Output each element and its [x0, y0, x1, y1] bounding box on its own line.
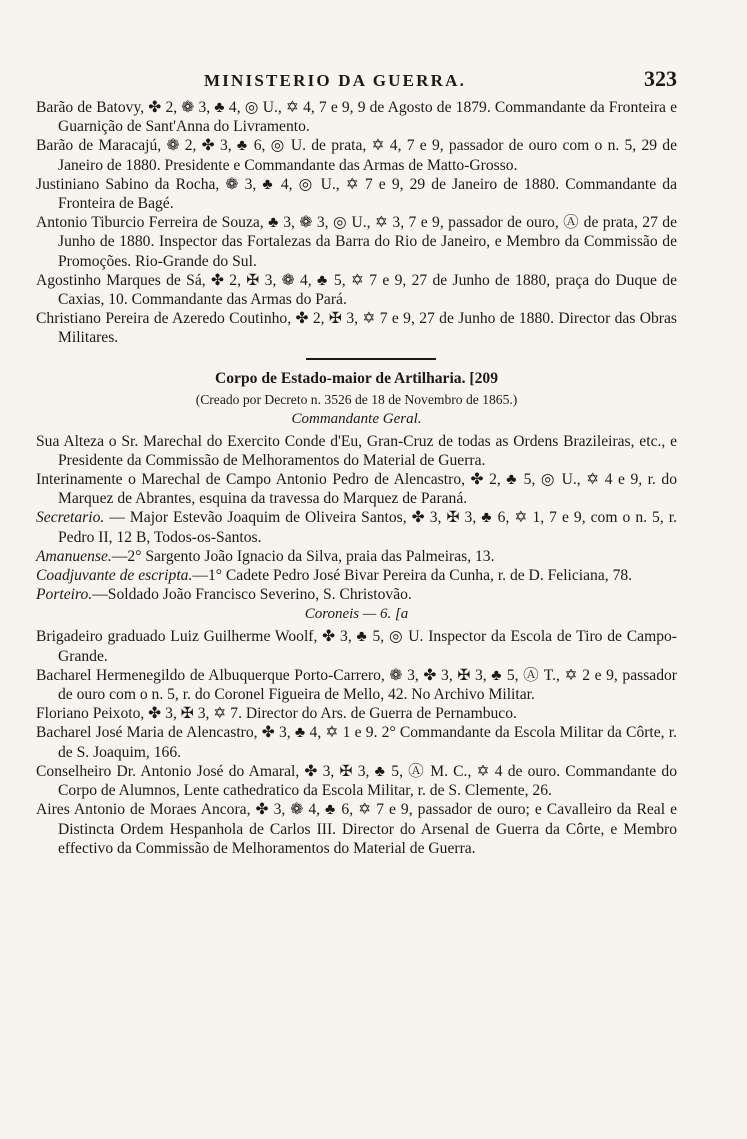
entry-amaral: Conselheiro Dr. Antonio José do Amaral, ✤ 3, ✠ 3, ♣ 5, Ⓐ M. C., ✡ 4 de ouro. Commandante do Corpo de Alumnos, Lente cathedratico da Escola Militar, r. de S. Clemente, 26. — [36, 762, 677, 800]
entry-conde-deu: Sua Alteza o Sr. Marechal do Exercito Conde d'Eu, Gran-Cruz de todas as Ordens Brazileiras, etc., e Presidente da Commissão de Melhoramentos do Material de Guerra. — [36, 432, 677, 469]
subhead-commandante-geral: Commandante Geral. — [291, 410, 422, 427]
staff-text: — Major Estevão Joaquim de Oliveira Santos, ✤ 3, ✠ 3, ♣ 6, ✡ 1, 7 e 9, com o n. 5, r. Pedro II, 12 B, Todos-os-Santos. — [58, 509, 677, 546]
staff-text: —2° Sargento João Ignacio da Silva, praia das Palmeiras, 13. — [111, 547, 495, 565]
entry-woolf: Brigadeiro graduado Luiz Guilherme Woolf, ✤ 3, ♣ 5, ◎ U. Inspector da Escola de Tiro de Campo-Grande. — [36, 628, 677, 665]
staff-role: Porteiro. — [36, 586, 93, 604]
staff-porteiro — [36, 585, 677, 604]
section-note: (Creado por Decreto n. 3526 de 18 de Novembro de 1865.) — [195, 391, 518, 407]
subhead-coroneis: Coroneis — 6. [a — [304, 606, 409, 623]
staff-role: Secretario. — [36, 509, 105, 527]
entry-batovy: Barão de Batovy, ✤ 2, ❁ 3, ♣ 4, ◎ U., ✡ 4, 7 e 9, 9 de Agosto de 1879. Commandante da Fronteira e Guarnição de Sant'Anna do Livramento. — [36, 99, 677, 136]
entry-jose-maria-alencastro: Bacharel José Maria de Alencastro, ✤ 3, ♣ 4, ✡ 1 e 9. 2° Commandante da Escola Militar da Côrte, r. de S. Joaquim, 166. — [36, 724, 677, 761]
staff-amanuense — [36, 547, 677, 566]
running-title: MINISTERIO DA GUERRA. — [204, 71, 467, 90]
staff-coadjuvante — [36, 566, 677, 585]
entry-justiniano: Justiniano Sabino da Rocha, ❁ 3, ♣ 4, ◎ U., ✡ 7 e 9, 29 de Janeiro de 1880. Commandante da Fronteira de Bagé. — [36, 175, 677, 213]
staff-role: Amanuense. — [36, 547, 112, 565]
section-title — [36, 370, 677, 388]
section-divider — [306, 358, 436, 360]
section-title-ref: [209 — [469, 369, 498, 387]
entry-porto-carrero: Bacharel Hermenegildo de Albuquerque Porto-Carrero, ❁ 3, ✤ 3, ✠ 3, ♣ 5, Ⓐ T., ✡ 2 e 9, passador de ouro com o n. 5, r. do Coronel Figueira de Mello, 42. No Archivo Militar. — [36, 666, 677, 704]
entry-maracaju: Barão de Maracajú, ❁ 2, ✤ 3, ♣ 6, ◎ U. de prata, ✡ 4, 7 e 9, passador de ouro com o n. 5, 29 de Janeiro de 1880. Presidente e Commandante das Armas de Matto-Grosso. — [36, 137, 677, 174]
entry-agostinho: Agostinho Marques de Sá, ✤ 2, ✠ 3, ❁ 4, ♣ 5, ✡ 7 e 9, 27 de Junho de 1880, praça do Duque de Caxias, 10. Commandante das Armas do Pará. — [36, 271, 677, 309]
entry-alencastro-interino: Interinamente o Marechal de Campo Antonio Pedro de Alencastro, ✤ 2, ♣ 5, ◎ U., ✡ 4 e 9, r. do Marquez de Abrantes, esquina da travessa do Marquez de Paraná. — [36, 471, 677, 508]
staff-text: —Soldado João Francisco Severino, S. Christovão. — [92, 586, 412, 604]
staff-role: Coadjuvante de escripta. — [36, 567, 193, 585]
staff-text: —1° Cadete Pedro José Bivar Pereira da Cunha, r. de D. Feliciana, 78. — [192, 567, 633, 585]
entry-floriano: Floriano Peixoto, ✤ 3, ✠ 3, ✡ 7. Director do Ars. de Guerra de Pernambuco. — [36, 705, 517, 723]
staff-secretario — [36, 508, 677, 546]
entry-tiburcio: Antonio Tiburcio Ferreira de Souza, ♣ 3, ❁ 3, ◎ U., ✡ 3, 7 e 9, passador de ouro, Ⓐ de prata, 27 de Junho de 1880. Inspector das Fortalezas da Barra do Rio de Janeiro, e Membro da Commissão de Promoções. Rio-Grande do Sul. — [36, 214, 677, 270]
entry-christiano: Christiano Pereira de Azeredo Coutinho, ✤ 2, ✠ 3, ✡ 7 e 9, 27 de Junho de 1880. Director das Obras Militares. — [36, 310, 677, 347]
page-number: 323 — [644, 66, 677, 91]
section-title-text: Corpo de Estado-maior de Artilharia. — [214, 369, 466, 387]
entry-ancora: Aires Antonio de Moraes Ancora, ✤ 3, ❁ 4, ♣ 6, ✡ 7 e 9, passador de ouro; e Cavalleiro da Real e Distincta Ordem Hespanhola de Carlos III. Director do Arsenal de Guerra da Côrte, e Membro effectivo da Commissão de Melhoramentos do Material de Guerra. — [36, 801, 677, 857]
running-header — [204, 66, 677, 92]
